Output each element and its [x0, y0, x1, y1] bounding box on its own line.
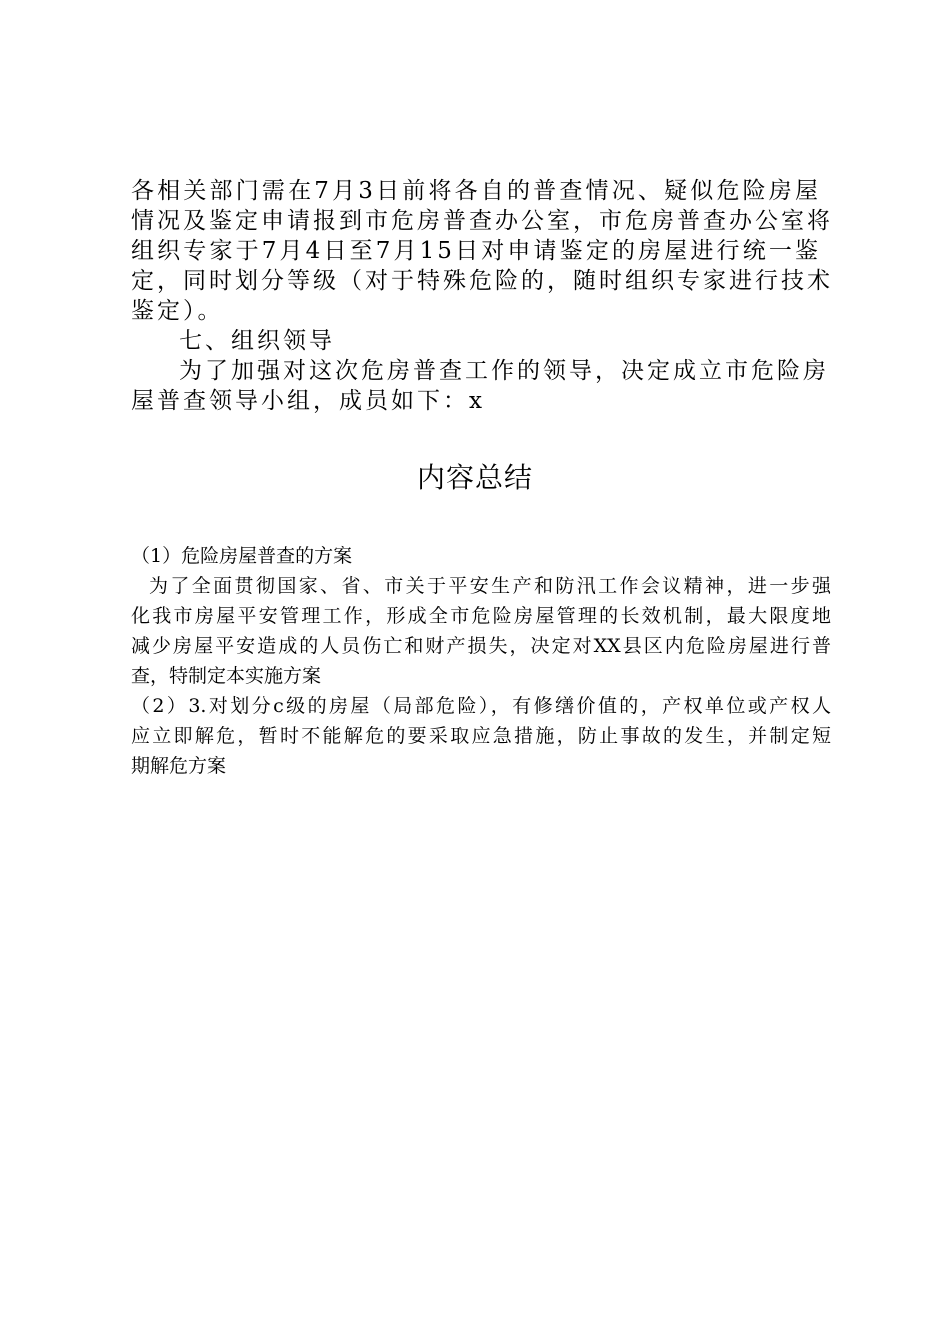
summary-item-heading: （1）危险房屋普查的方案: [131, 545, 353, 567]
body-text: [131, 176, 833, 416]
body-line: 情况及鉴定申请报到市危房普查办公室，市危房普查办公室将: [131, 208, 833, 234]
summary-line: 应立即解危，暂时不能解危的要采取应急措施，防止事故的发生，并制定短: [131, 725, 831, 747]
body-line: 鉴定）。: [131, 298, 224, 324]
summary-title: 内容总结: [416, 461, 533, 494]
body-line: 各相关部门需在7月3日前将各自的普查情况、疑似危险房屋: [131, 178, 821, 204]
summary-line: 查，特制定本实施方案: [131, 665, 322, 687]
summary-line: 减少房屋平安造成的人员伤亡和财产损失，决定对XX县区内危险房屋进行普: [131, 635, 831, 657]
section-heading: 七、组织领导: [179, 328, 335, 354]
summary-line: 期解危方案: [131, 755, 227, 777]
body-line: 为了加强对这次危房普查工作的领导，决定成立市危险房: [179, 358, 829, 384]
body-line: 组织专家于7月4日至7月15日对申请鉴定的房屋进行统一鉴: [131, 238, 821, 264]
body-line: 定，同时划分等级（对于特殊危险的，随时组织专家进行技术: [131, 268, 833, 294]
body-line: 屋普查领导小组，成员如下：x: [131, 388, 485, 414]
summary-item-heading: （2）3.对划分c级的房屋（局部危险），有修缮价值的，产权单位或产权人: [131, 695, 831, 717]
summary-line: 化我市房屋平安管理工作，形成全市危险房屋管理的长效机制，最大限度地: [131, 605, 831, 627]
summary-text: [131, 541, 831, 781]
summary-line: 为了全面贯彻国家、省、市关于平安生产和防汛工作会议精神，进一步强: [149, 575, 831, 597]
